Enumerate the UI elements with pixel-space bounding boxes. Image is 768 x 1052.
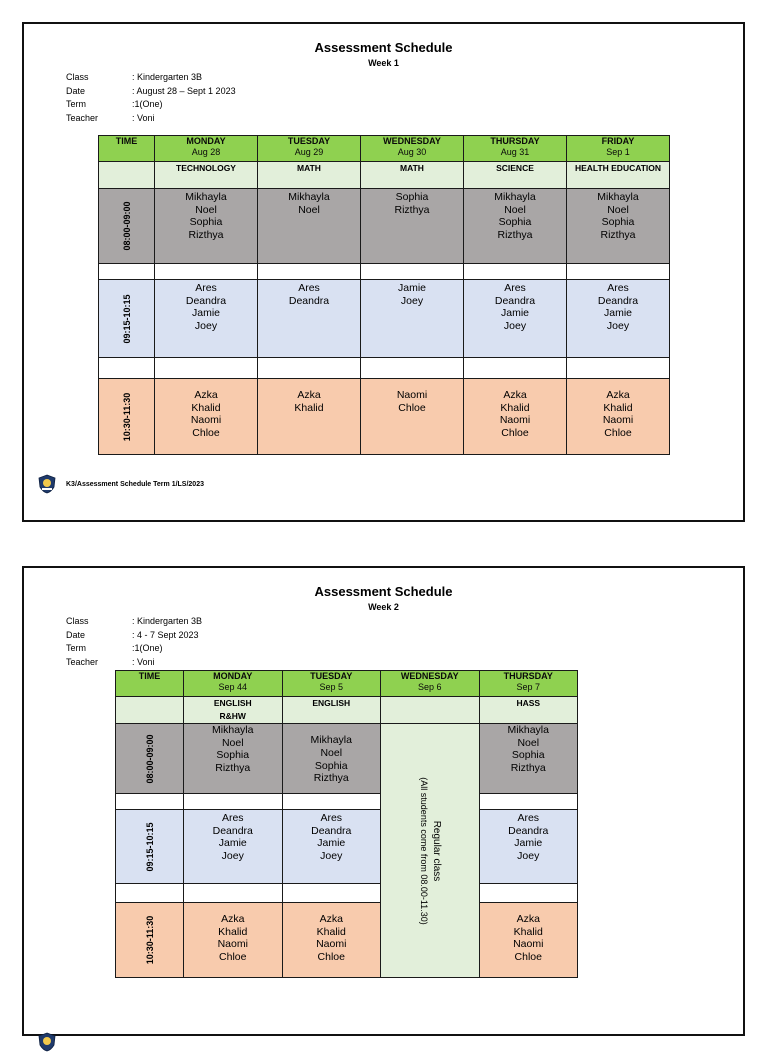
day-name: WEDNESDAY bbox=[400, 671, 459, 681]
student-name: Chloe bbox=[604, 426, 632, 439]
student-name: Jamie bbox=[603, 307, 632, 320]
regular-class-label: Regular class bbox=[430, 820, 442, 881]
student-cell bbox=[258, 189, 361, 264]
day-date: Sep 6 bbox=[417, 682, 442, 692]
meta-value: : August 28 – Sept 1 2023 bbox=[132, 85, 236, 96]
student-name: Mikhayla bbox=[185, 191, 227, 203]
student-names bbox=[361, 379, 463, 414]
student-name: Azka bbox=[319, 913, 343, 925]
slot-row-2 bbox=[99, 280, 670, 358]
student-cell bbox=[155, 280, 258, 358]
student-name: Sophia bbox=[511, 749, 545, 762]
student-name: Ares bbox=[298, 282, 320, 294]
day-name: FRIDAY bbox=[601, 136, 635, 146]
student-name: Naomi bbox=[499, 414, 531, 427]
student-name: Mikhayla bbox=[310, 734, 352, 747]
meta-label: Class bbox=[66, 72, 89, 82]
student-name: Mikhayla bbox=[597, 191, 639, 203]
day-header bbox=[381, 671, 480, 697]
student-cell bbox=[282, 903, 381, 978]
student-name: Jamie bbox=[514, 837, 543, 850]
slot-row-1 bbox=[99, 189, 670, 264]
student-name: Joey bbox=[503, 319, 527, 332]
student-cell bbox=[464, 379, 567, 455]
student-name: Rizthya bbox=[497, 228, 533, 241]
student-names bbox=[184, 724, 282, 774]
day-header bbox=[282, 671, 381, 697]
day-header bbox=[464, 136, 567, 162]
student-names bbox=[258, 379, 360, 414]
student-names bbox=[480, 903, 578, 963]
footer bbox=[38, 474, 204, 494]
week-label: Week 1 bbox=[368, 58, 399, 68]
slot-row-3 bbox=[116, 903, 578, 978]
student-name: Sophia bbox=[216, 749, 250, 762]
student-names bbox=[283, 810, 381, 862]
student-cell bbox=[567, 379, 670, 455]
student-cell bbox=[282, 810, 381, 884]
day-name: THURSDAY bbox=[503, 671, 553, 681]
student-cell bbox=[567, 189, 670, 264]
student-cell bbox=[258, 379, 361, 455]
slot-row-3 bbox=[99, 379, 670, 455]
student-name: Joey bbox=[606, 319, 630, 332]
meta-row-term bbox=[66, 98, 236, 112]
student-cell bbox=[479, 903, 578, 978]
time-slot-label: 08:00-09:00 bbox=[144, 733, 155, 784]
student-names bbox=[361, 280, 463, 307]
student-name: Sophia bbox=[498, 216, 532, 229]
meta-label: Teacher bbox=[66, 656, 99, 667]
student-names bbox=[464, 379, 566, 439]
student-names bbox=[567, 189, 669, 241]
student-name: Khalid bbox=[513, 925, 543, 938]
footer-text: K3/Assessment Schedule Term 1/LS/2023 bbox=[66, 480, 204, 488]
student-name: Khalid bbox=[294, 401, 324, 414]
subject-cell bbox=[99, 162, 155, 189]
student-name: Jamie bbox=[397, 282, 426, 294]
student-name: Noel bbox=[517, 736, 540, 749]
week-label: Week 2 bbox=[368, 602, 399, 612]
student-name: Chloe bbox=[398, 401, 426, 414]
student-name: Chloe bbox=[192, 426, 220, 439]
meta-value: :1(One) bbox=[132, 99, 163, 109]
student-cell bbox=[184, 903, 283, 978]
time-slot-label: 08:00-09:00 bbox=[121, 201, 132, 251]
meta-row-term bbox=[66, 642, 202, 656]
student-name: Khalid bbox=[316, 925, 346, 938]
meta-row-class bbox=[66, 615, 202, 629]
student-name: Naomi bbox=[316, 938, 347, 951]
student-names bbox=[464, 280, 566, 332]
meta-value: : Voni bbox=[132, 112, 155, 123]
subject-cell: HASS bbox=[479, 697, 578, 724]
student-name: Deandra bbox=[494, 294, 536, 307]
student-name: Mikhayla bbox=[494, 191, 536, 203]
student-name: Azka bbox=[606, 389, 630, 401]
student-names bbox=[361, 189, 463, 216]
student-cell bbox=[464, 189, 567, 264]
student-name: Ares bbox=[320, 812, 343, 824]
day-date: Sep 1 bbox=[606, 147, 630, 157]
student-cell bbox=[361, 189, 464, 264]
student-cell bbox=[184, 810, 283, 884]
student-name: Noel bbox=[607, 203, 629, 216]
schedule-table bbox=[115, 670, 578, 978]
student-name: Rizthya bbox=[313, 772, 349, 785]
meta-label: Teacher bbox=[66, 112, 99, 123]
day-name: MONDAY bbox=[186, 136, 226, 146]
student-name: Ares bbox=[221, 812, 244, 824]
student-name: Rizthya bbox=[600, 228, 636, 241]
student-name: Khalid bbox=[500, 401, 530, 414]
subject-cell: MATH bbox=[361, 162, 464, 189]
student-name: Sophia bbox=[189, 216, 223, 229]
meta-row-date bbox=[66, 85, 236, 99]
subject-cell: MATH bbox=[258, 162, 361, 189]
student-cell bbox=[282, 724, 381, 794]
student-name: Chloe bbox=[514, 950, 542, 963]
student-name: Noel bbox=[221, 736, 244, 749]
slot-row-1 bbox=[116, 724, 578, 794]
student-name: Deandra bbox=[212, 824, 253, 837]
student-names bbox=[480, 810, 578, 862]
student-name: Joey bbox=[400, 294, 424, 307]
student-cell bbox=[155, 189, 258, 264]
time-slot-cell bbox=[116, 724, 184, 794]
time-slot-cell bbox=[99, 189, 155, 264]
student-name: Joey bbox=[221, 849, 244, 862]
student-name: Ares bbox=[195, 282, 217, 294]
student-name: Rizthya bbox=[510, 761, 546, 774]
day-name: TUESDAY bbox=[287, 136, 331, 146]
student-cell bbox=[479, 810, 578, 884]
day-name: THURSDAY bbox=[490, 136, 540, 146]
day-header bbox=[258, 136, 361, 162]
time-slot-cell bbox=[99, 280, 155, 358]
student-name: Deandra bbox=[185, 294, 227, 307]
student-names bbox=[464, 189, 566, 241]
student-name: Deandra bbox=[311, 824, 352, 837]
meta-value: :1(One) bbox=[132, 643, 163, 653]
student-name: Ares bbox=[517, 812, 540, 824]
student-cell bbox=[361, 379, 464, 455]
subject-cell bbox=[116, 697, 184, 724]
student-name: Jamie bbox=[191, 307, 220, 320]
wednesday-regular-class-cell bbox=[381, 724, 480, 978]
student-names bbox=[155, 379, 257, 439]
student-cell bbox=[361, 280, 464, 358]
schedule-table bbox=[98, 135, 670, 455]
student-name: Sophia bbox=[314, 759, 348, 772]
regular-class-note bbox=[418, 777, 442, 924]
meta-value: : 4 - 7 Sept 2023 bbox=[132, 629, 199, 640]
meta-info bbox=[66, 71, 236, 125]
student-name: Azka bbox=[221, 913, 245, 925]
student-name: Sophia bbox=[395, 191, 429, 203]
student-name: Mikhayla bbox=[212, 724, 254, 736]
student-cell bbox=[479, 724, 578, 794]
day-header bbox=[361, 136, 464, 162]
student-name: Ares bbox=[504, 282, 526, 294]
day-date: Aug 30 bbox=[397, 147, 427, 157]
day-date: Sep 44 bbox=[218, 682, 248, 692]
footer bbox=[38, 1032, 66, 1052]
day-date: Sep 7 bbox=[516, 682, 541, 692]
meta-value: : Voni bbox=[132, 656, 155, 667]
student-name: Jamie bbox=[218, 837, 247, 850]
day-name: MONDAY bbox=[213, 671, 253, 681]
student-name: Sophia bbox=[601, 216, 635, 229]
student-names bbox=[184, 903, 282, 963]
student-name: Chloe bbox=[501, 426, 529, 439]
subject-cell bbox=[381, 697, 480, 724]
student-name: Ares bbox=[607, 282, 629, 294]
student-name: Khalid bbox=[218, 925, 248, 938]
student-name: Joey bbox=[320, 849, 343, 862]
day-date: Aug 28 bbox=[191, 147, 221, 157]
gap-row bbox=[99, 358, 670, 379]
meta-row-date bbox=[66, 629, 202, 643]
student-names bbox=[283, 903, 381, 963]
time-header bbox=[99, 136, 155, 162]
schedule-page-week-1 bbox=[22, 22, 745, 522]
student-name: Naomi bbox=[602, 414, 634, 427]
student-name: Mikhayla bbox=[288, 191, 330, 203]
student-names bbox=[155, 280, 257, 332]
school-crest-icon bbox=[38, 1032, 56, 1052]
regular-class-detail: (All students come from 08.00-11.30) bbox=[418, 776, 429, 925]
student-name: Noel bbox=[195, 203, 217, 216]
student-names bbox=[258, 189, 360, 216]
subject-cell: ENGLISH R&HW bbox=[184, 697, 283, 724]
student-name: Noel bbox=[320, 746, 343, 759]
student-name: Azka bbox=[503, 389, 527, 401]
student-cell bbox=[155, 379, 258, 455]
meta-value: : Kindergarten 3B bbox=[132, 616, 203, 626]
meta-label: Date bbox=[66, 85, 86, 96]
student-cell bbox=[184, 724, 283, 794]
student-name: Azka bbox=[297, 389, 321, 401]
student-name: Mikhayla bbox=[507, 724, 549, 736]
subject-cell: ENGLISH bbox=[282, 697, 381, 724]
student-name: Naomi bbox=[396, 389, 428, 401]
meta-label: Date bbox=[66, 629, 86, 640]
page-title: Assessment Schedule bbox=[314, 40, 453, 55]
time-slot-label: 09:15-10:15 bbox=[121, 293, 132, 344]
subject-cell: TECHNOLOGY bbox=[155, 162, 258, 189]
student-name: Azka bbox=[516, 913, 540, 925]
student-name: Noel bbox=[504, 203, 526, 216]
student-name: Naomi bbox=[513, 938, 544, 951]
student-cell bbox=[567, 280, 670, 358]
subject-row bbox=[99, 162, 670, 189]
student-name: Khalid bbox=[191, 401, 221, 414]
slot-row-2 bbox=[116, 810, 578, 884]
gap-row bbox=[116, 884, 578, 903]
time-slot-cell bbox=[99, 379, 155, 455]
time-slot-cell bbox=[116, 903, 184, 978]
school-crest-icon bbox=[38, 474, 56, 494]
student-names bbox=[258, 280, 360, 307]
time-header-label: TIME bbox=[138, 671, 161, 681]
subject-row bbox=[116, 697, 578, 724]
page-title: Assessment Schedule bbox=[314, 584, 453, 599]
student-name: Rizthya bbox=[394, 203, 430, 216]
student-name: Rizthya bbox=[215, 761, 251, 774]
header-row bbox=[116, 671, 578, 697]
meta-info bbox=[66, 615, 202, 669]
student-name: Deandra bbox=[288, 294, 330, 307]
student-name: Joey bbox=[194, 319, 218, 332]
student-cell bbox=[258, 280, 361, 358]
meta-label: Class bbox=[66, 616, 89, 626]
meta-label: Term bbox=[66, 99, 86, 109]
student-names bbox=[480, 724, 578, 774]
student-names bbox=[283, 732, 381, 784]
student-name: Jamie bbox=[500, 307, 529, 320]
day-header bbox=[155, 136, 258, 162]
student-names bbox=[184, 810, 282, 862]
meta-row-teacher bbox=[66, 112, 236, 126]
time-header-label: TIME bbox=[115, 136, 138, 146]
time-header bbox=[116, 671, 184, 697]
day-name: TUESDAY bbox=[310, 671, 353, 681]
student-name: Naomi bbox=[217, 938, 248, 951]
subject-cell: SCIENCE bbox=[464, 162, 567, 189]
student-names bbox=[567, 280, 669, 332]
header-row bbox=[99, 136, 670, 162]
meta-value: : Kindergarten 3B bbox=[132, 72, 203, 82]
meta-label: Term bbox=[66, 643, 86, 653]
meta-row-class bbox=[66, 71, 236, 85]
student-name: Khalid bbox=[603, 401, 633, 414]
meta-row-teacher bbox=[66, 656, 202, 670]
student-name: Joey bbox=[517, 849, 540, 862]
subject-cell: HEALTH EDUCATION bbox=[567, 162, 670, 189]
student-name: Rizthya bbox=[188, 228, 224, 241]
student-name: Jamie bbox=[317, 837, 346, 850]
time-slot-label: 10:30-11:30 bbox=[121, 392, 132, 441]
student-names bbox=[155, 189, 257, 241]
day-name: WEDNESDAY bbox=[383, 136, 441, 146]
student-name: Chloe bbox=[219, 950, 247, 963]
day-header bbox=[479, 671, 578, 697]
time-slot-label: 10:30-11:30 bbox=[144, 915, 155, 965]
time-slot-cell bbox=[116, 810, 184, 884]
day-date: Sep 5 bbox=[319, 682, 344, 692]
student-name: Naomi bbox=[190, 414, 222, 427]
day-date: Aug 31 bbox=[500, 147, 530, 157]
gap-row bbox=[116, 794, 578, 810]
student-cell bbox=[464, 280, 567, 358]
student-name: Azka bbox=[194, 389, 218, 401]
student-name: Deandra bbox=[597, 294, 639, 307]
student-name: Deandra bbox=[508, 824, 549, 837]
time-slot-label: 09:15-10:15 bbox=[144, 821, 155, 872]
day-header bbox=[184, 671, 283, 697]
student-names bbox=[567, 379, 669, 439]
day-header bbox=[567, 136, 670, 162]
student-name: Chloe bbox=[317, 950, 345, 963]
gap-row bbox=[99, 264, 670, 280]
student-name: Noel bbox=[298, 203, 320, 216]
schedule-page-week-2 bbox=[22, 566, 745, 1036]
day-date: Aug 29 bbox=[294, 147, 324, 157]
